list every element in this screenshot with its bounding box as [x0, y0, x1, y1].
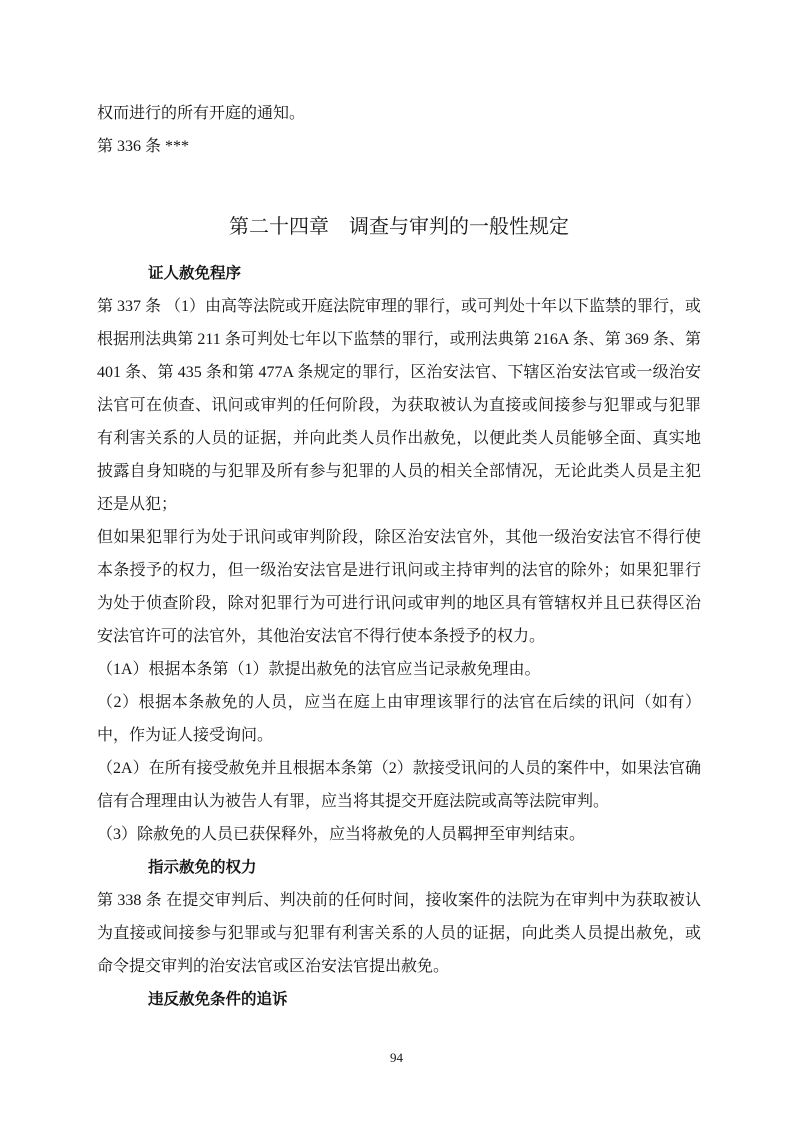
chapter-heading: 第二十四章 调查与审判的一般性规定	[229, 216, 569, 238]
continuation-line: 权而进行的所有开庭的通知。	[97, 105, 306, 122]
article-337-clause-1a: （1A）根据本条第（1）款提出赦免的法官应当记录赦免理由。	[97, 661, 541, 678]
article-337-clause-2a: （2A）在所有接受赦免并且根据本条第（2）款接受讯问的人员的案件中，如果法官确信有合理理由认为被告人有罪，应当将其提交开庭法院或高等法院审判。	[97, 760, 701, 810]
section-subheading-power-to-direct-pardon: 指示赦免的权力	[148, 859, 257, 876]
page-number: 94	[390, 1050, 403, 1065]
document-body	[97, 97, 701, 1016]
section-subheading-witness-pardon-procedure: 证人赦免程序	[148, 265, 242, 282]
article-336: 第 336 条 ***	[97, 138, 190, 155]
article-337-clause-2: （2）根据本条赦免的人员，应当在庭上由审理该罪行的法官在后续的讯问（如有）中，作为证人接受询问。	[97, 694, 701, 744]
article-337-clause-1: 第 337 条 （1）由高等法院或开庭法院审理的罪行，或可判处十年以下监禁的罪行，或根据刑法典第 211 条可判处七年以下监禁的罪行，或刑法典第 216A 条、第 369 条、第 401 条、第 435 条和第 477A 条规定的罪行，区治安法官、下辖区治安法官或一级治安法官可在侦查、讯问或审判的任何阶段，为获取被认为直接或间接参与犯罪或与犯罪有利害关系的人员的证据，并向此类人员作出赦免，以便此类人员能够全面、真实地披露自身知晓的与犯罪及所有参与犯罪的人员的相关全部情况，无论此类人员是主犯还是从犯；	[97, 298, 702, 513]
article-337-proviso: 但如果犯罪行为处于讯问或审判阶段，除区治安法官外，其他一级治安法官不得行使本条授予的权力，但一级治安法官是进行讯问或主持审判的法官的除外；如果犯罪行为处于侦查阶段，除对犯罪行为可进行讯问或审判的地区具有管辖权并且已获得区治安法官许可的法官外，其他治安法官不得行使本条授予的权力。	[97, 529, 701, 645]
article-338: 第 338 条 在提交审判后、判决前的任何时间，接收案件的法院为在审判中为获取被认为直接或间接参与犯罪或与犯罪有利害关系的人员的证据，向此类人员提出赦免，或命令提交审判的治安法官或区治安法官提出赦免。	[97, 892, 701, 975]
section-subheading-prosecution-for-breach: 违反赦免条件的追诉	[148, 991, 288, 1008]
article-337-clause-3: （3）除赦免的人员已获保释外，应当将赦免的人员羁押至审判结束。	[97, 826, 586, 843]
